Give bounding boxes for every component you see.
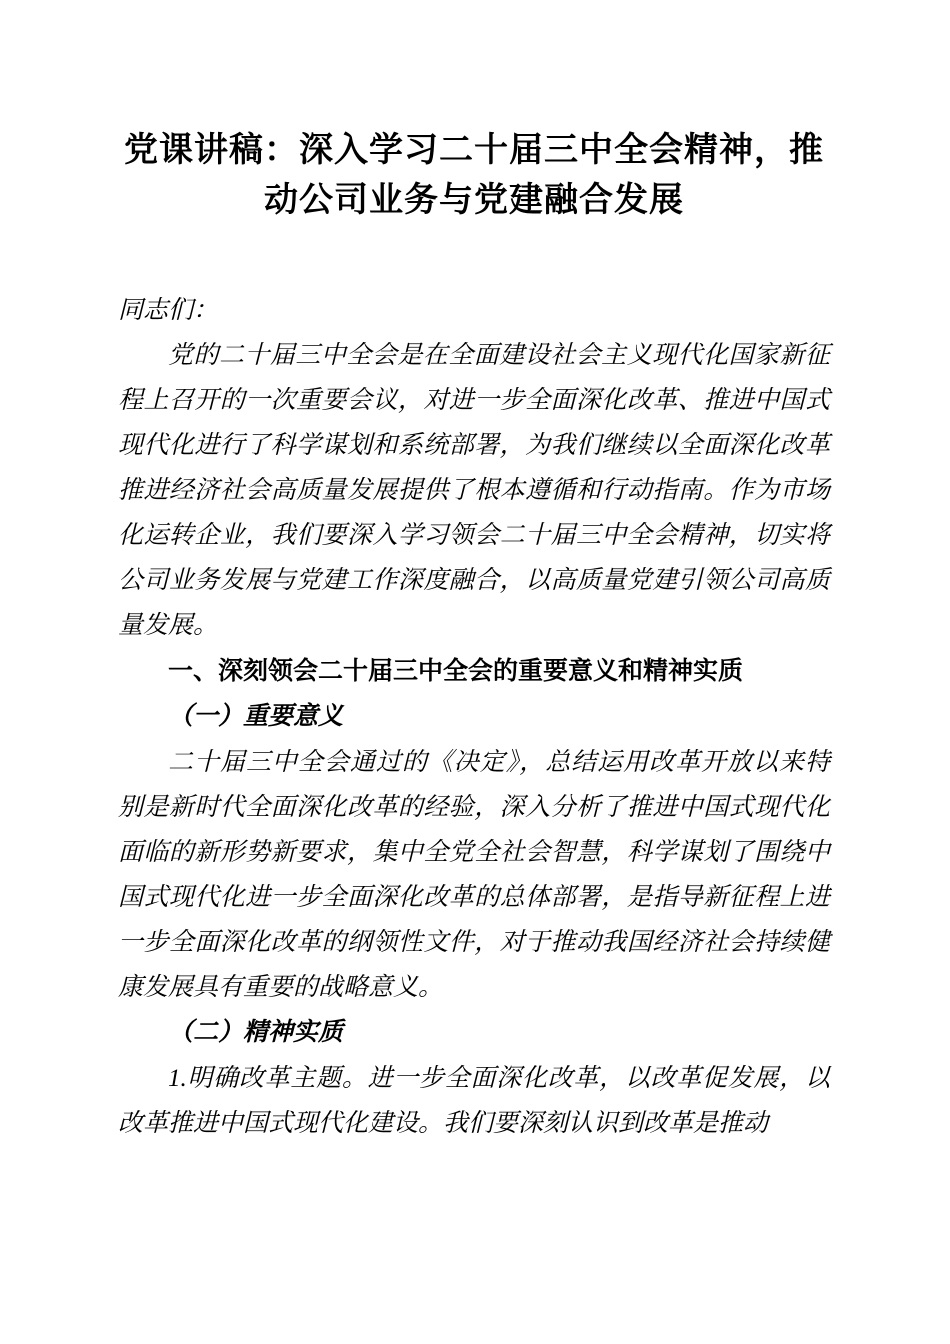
document-title: 党课讲稿：深入学习二十届三中全会精神，推动公司业务与党建融合发展 <box>124 132 824 219</box>
salutation: 同志们： <box>118 297 219 324</box>
section-heading-1: 一、深刻领会二十届三中全会的重要意义和精神实质 <box>168 657 744 685</box>
paragraph-importance: 二十届三中全会通过的《决定》，总结运用改革开放以来特别是新时代全面深化改革的经验，深入分析了推进中国式现代化面临的新形势新要求，集中全党全社会智慧，科学谋划了围绕中国式现代化进一步全面深化改革的总体部署，是指导新征程上进一步全面深化改革的纲领性文件，对于推动我国经济社会持续健康发展具有重要的战略意义。 <box>118 749 830 1001</box>
subsection-heading-1-1: （一）重要意义 <box>168 703 344 730</box>
paragraph-spirit-essence: 1.明确改革主题。进一步全面深化改革，以改革促发展，以改革推进中国式现代化建设。我们要深刻认识到改革是推动 <box>118 1065 830 1137</box>
paragraph-intro: 党的二十届三中全会是在全面建设社会主义现代化国家新征程上召开的一次重要会议，对进一步全面深化改革、推进中国式现代化进行了科学谋划和系统部署，为我们继续以全面深化改革推进经济社会高质量发展提供了根本遵循和行动指南。作为市场化运转企业，我们要深入学习领会二十届三中全会精神，切实将公司业务发展与党建工作深度融合，以高质量党建引领公司高质量发展。 <box>118 342 830 639</box>
subsection-heading-1-2: （二）精神实质 <box>168 1019 344 1046</box>
